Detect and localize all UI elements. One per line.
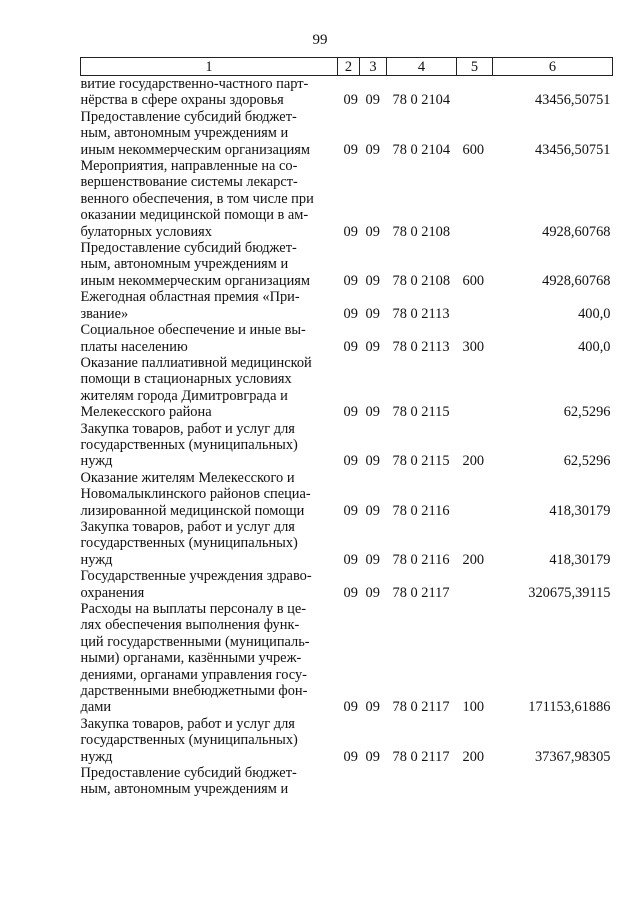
row-description — [81, 109, 338, 158]
description-line: Оказание паллиативной медицинской — [80, 354, 312, 371]
row-description — [81, 322, 338, 355]
description-line: венного обеспечения, в том числе при — [80, 190, 314, 207]
description-line: ций государственными (муниципаль- — [80, 633, 310, 650]
description-line: Предоставление субсидий бюджет- — [80, 765, 297, 782]
target-article-code: 78 0 2108 — [392, 223, 451, 240]
table-row — [81, 421, 613, 470]
amount: 4928,60768 — [542, 272, 611, 289]
table-row — [81, 601, 613, 716]
table-row — [81, 76, 613, 109]
section-code: 09 — [343, 748, 358, 765]
description-line: иным некоммерческим организациям — [80, 272, 311, 289]
row-description — [81, 470, 338, 519]
table-row — [81, 109, 613, 158]
row-description — [81, 289, 338, 322]
description-line: платы населению — [80, 338, 188, 355]
table-row — [81, 158, 613, 240]
subsection-code: 09 — [365, 92, 380, 109]
header-col-5: 5 — [457, 58, 493, 76]
table-row — [81, 470, 613, 519]
description-line: государственных (муниципальных) — [80, 436, 298, 453]
description-line: Новомалыклинского районов специа- — [80, 486, 311, 503]
expense-type-code — [457, 76, 493, 109]
header-col-1: 1 — [81, 58, 338, 76]
target-article-code: 78 0 2113 — [392, 338, 450, 355]
description-line: оказании медицинской помощи в ам- — [80, 207, 309, 224]
subsection-code: 09 — [365, 223, 380, 240]
amount: 43456,50751 — [534, 92, 611, 109]
expense-type-code: 100 — [462, 699, 485, 716]
section-code — [338, 765, 360, 798]
description-line: ным, автономным учреждениям и — [80, 125, 289, 142]
subsection-code — [360, 765, 387, 798]
description-line: лях обеспечения выполнения функ- — [80, 617, 300, 634]
description-line: вершенствование системы лекарст- — [80, 174, 298, 191]
section-code: 09 — [343, 502, 358, 519]
target-article-code: 78 0 2116 — [392, 551, 450, 568]
table-row — [81, 289, 613, 322]
row-description — [81, 421, 338, 470]
table-row — [81, 322, 613, 355]
amount: 418,30179 — [549, 502, 611, 519]
expense-type-code: 200 — [462, 453, 485, 470]
description-line: Мелекесского района — [80, 404, 212, 421]
header-row — [81, 58, 613, 76]
subsection-code: 09 — [365, 699, 380, 716]
expense-type-code: 200 — [462, 551, 485, 568]
row-description — [81, 601, 338, 716]
row-description — [81, 716, 338, 765]
description-line: государственных (муниципальных) — [80, 732, 298, 749]
target-article-code: 78 0 2104 — [392, 141, 451, 158]
amount: 37367,98305 — [534, 748, 611, 765]
amount: 418,30179 — [549, 551, 611, 568]
expense-type-code: 300 — [462, 338, 485, 355]
target-article-code: 78 0 2113 — [392, 305, 450, 322]
description-line: Закупка товаров, работ и услуг для — [80, 518, 295, 535]
expense-type-code — [457, 470, 493, 519]
row-description — [81, 240, 338, 289]
target-article-code: 78 0 2117 — [392, 699, 450, 716]
subsection-code: 09 — [365, 584, 380, 601]
row-description — [81, 568, 338, 601]
description-line: Социальное обеспечение и иные вы- — [80, 322, 306, 339]
section-code: 09 — [343, 338, 358, 355]
description-line: ными) органами, казёнными учреж- — [80, 650, 302, 667]
target-article-code: 78 0 2116 — [392, 502, 450, 519]
description-line: звание» — [80, 305, 129, 322]
table-row — [81, 355, 613, 421]
description-line: иным некоммерческим организациям — [80, 141, 311, 158]
amount: 320675,39115 — [528, 584, 611, 601]
table-header — [81, 58, 613, 76]
amount: 400,0 — [578, 305, 611, 322]
table-row — [81, 519, 613, 568]
description-line: Закупка товаров, работ и услуг для — [80, 420, 295, 437]
subsection-code: 09 — [365, 404, 380, 421]
description-line: дами — [80, 699, 112, 716]
row-description — [81, 355, 338, 421]
target-article-code: 78 0 2104 — [392, 92, 451, 109]
subsection-code: 09 — [365, 551, 380, 568]
amount — [493, 765, 613, 798]
target-article-code: 78 0 2117 — [392, 748, 450, 765]
description-line: витие государственно-частного парт- — [80, 76, 309, 92]
table-row — [81, 765, 613, 798]
header-col-4: 4 — [387, 58, 457, 76]
subsection-code: 09 — [365, 453, 380, 470]
header-col-3: 3 — [360, 58, 387, 76]
row-description — [81, 158, 338, 240]
section-code: 09 — [343, 404, 358, 421]
target-article-code: 78 0 2117 — [392, 584, 450, 601]
section-code: 09 — [343, 223, 358, 240]
table-row — [81, 716, 613, 765]
expense-type-code: 200 — [462, 748, 485, 765]
amount: 171153,61886 — [528, 699, 611, 716]
expense-type-code — [457, 765, 493, 798]
row-description — [81, 519, 338, 568]
row-description — [81, 765, 338, 798]
description-line: нёрства в сфере охраны здоровья — [80, 92, 284, 109]
budget-table — [80, 57, 613, 798]
description-line: Предоставление субсидий бюджет- — [80, 108, 297, 125]
row-description — [81, 76, 338, 109]
description-line: государственных (муниципальных) — [80, 535, 298, 552]
description-line: Оказание жителям Мелекесского и — [80, 469, 295, 486]
target-article-code — [387, 765, 457, 798]
description-line: дарственными внебюджетными фон- — [80, 683, 308, 700]
description-line: булаторных условиях — [80, 223, 212, 240]
target-article-code: 78 0 2115 — [392, 453, 450, 470]
description-line: охранения — [80, 584, 145, 601]
page-number: 99 — [312, 32, 328, 48]
header-col-6: 6 — [493, 58, 613, 76]
description-line: дениями, органами управления госу- — [80, 666, 307, 683]
description-line: Мероприятия, направленные на со- — [80, 158, 298, 175]
expense-type-code: 600 — [462, 141, 485, 158]
subsection-code: 09 — [365, 748, 380, 765]
expense-type-code — [457, 568, 493, 601]
table-row — [81, 568, 613, 601]
section-code: 09 — [343, 699, 358, 716]
description-line: Ежегодная областная премия «При- — [80, 289, 300, 306]
section-code: 09 — [343, 551, 358, 568]
description-line: Государственные учреждения здраво- — [80, 568, 312, 585]
amount: 43456,50751 — [534, 141, 611, 158]
subsection-code: 09 — [365, 305, 380, 322]
description-line: помощи в стационарных условиях — [80, 371, 292, 388]
description-line: нужд — [80, 551, 113, 568]
description-line: ным, автономным учреждениям и — [80, 781, 289, 798]
description-line: Расходы на выплаты персоналу в це- — [80, 601, 307, 617]
amount: 62,5296 — [563, 404, 611, 421]
description-line: нужд — [80, 453, 113, 470]
expense-type-code — [457, 355, 493, 421]
subsection-code: 09 — [365, 338, 380, 355]
description-line: ным, автономным учреждениям и — [80, 256, 289, 273]
section-code: 09 — [343, 141, 358, 158]
expense-type-code — [457, 158, 493, 240]
expense-type-code — [457, 289, 493, 322]
amount: 400,0 — [578, 338, 611, 355]
description-line: жителям города Димитровграда и — [80, 387, 288, 404]
target-article-code: 78 0 2115 — [392, 404, 450, 421]
section-code: 09 — [343, 272, 358, 289]
description-line: Предоставление субсидий бюджет- — [80, 240, 297, 257]
expense-type-code: 600 — [462, 272, 485, 289]
amount: 62,5296 — [563, 453, 611, 470]
subsection-code: 09 — [365, 502, 380, 519]
section-code: 09 — [343, 584, 358, 601]
section-code: 09 — [343, 453, 358, 470]
amount: 4928,60768 — [542, 223, 611, 240]
section-code: 09 — [343, 305, 358, 322]
section-code: 09 — [343, 92, 358, 109]
description-line: Закупка товаров, работ и услуг для — [80, 715, 295, 732]
subsection-code: 09 — [365, 272, 380, 289]
description-line: лизированной медицинской помощи — [80, 502, 305, 519]
description-line: нужд — [80, 748, 113, 765]
table-body — [81, 76, 613, 798]
target-article-code: 78 0 2108 — [392, 272, 451, 289]
subsection-code: 09 — [365, 141, 380, 158]
header-col-2: 2 — [338, 58, 360, 76]
table-row — [81, 240, 613, 289]
